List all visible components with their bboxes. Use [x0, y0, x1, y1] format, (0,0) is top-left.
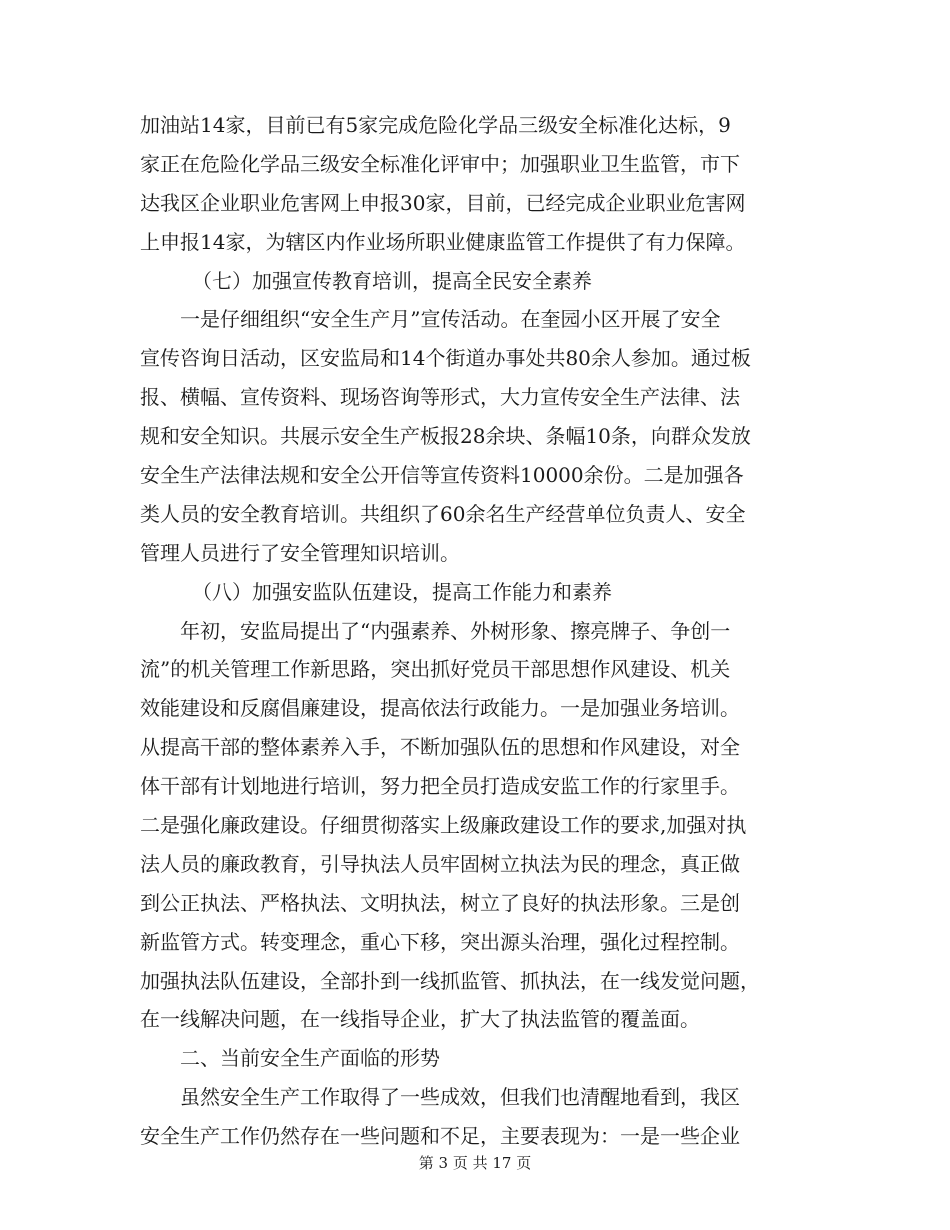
section-heading: 二、当前安全生产面临的形势 [180, 1046, 440, 1071]
section-heading: （八）加强安监队伍建设，提高工作能力和素养 [192, 579, 612, 604]
paragraph-line: 达我区企业职业危害网上申报30家，目前，已经完成企业职业危害网 [140, 190, 746, 215]
paragraph-line: 加强执法队伍建设，全部扑到一线抓监管、抓执法，在一线发觉问题， [140, 968, 760, 993]
paragraph-line: 安全生产法律法规和安全公开信等宣传资料10000余份。二是加强各 [140, 463, 744, 488]
paragraph-line: 虽然安全生产工作取得了一些成效，但我们也清醒地看到，我区 [180, 1085, 740, 1110]
paragraph-line: 在一线解决问题，在一线指导企业，扩大了执法监管的覆盖面。 [140, 1007, 700, 1032]
paragraph-line: 流”的机关管理工作新思路，突出抓好党员干部思想作风建设、机关 [140, 657, 731, 682]
section-heading: （七）加强宣传教育培训，提高全民安全素养 [192, 268, 592, 293]
page-footer: 第 3 页 共 17 页 [418, 1154, 532, 1172]
paragraph-line: 规和安全知识。共展示安全生产板报28余块、条幅10条，向群众发放 [140, 424, 751, 449]
paragraph-line: 从提高干部的整体素养入手，不断加强队伍的思想和作风建设，对全 [140, 735, 740, 760]
paragraph-line: 上申报14家，为辖区内作业场所职业健康监管工作提供了有力保障。 [140, 229, 746, 254]
paragraph-line: 宣传咨询日活动，区安监局和14个街道办事处共80余人参加。通过板 [140, 346, 751, 371]
paragraph-line: 家正在危险化学品三级安全标准化评审中；加强职业卫生监管，市下 [140, 151, 740, 176]
paragraph-line: 加油站14家，目前已有5家完成危险化学品三级安全标准化达标，9 [140, 113, 731, 137]
paragraph-line: 新监管方式。转变理念，重心下移，突出源头治理，强化过程控制。 [140, 929, 740, 954]
paragraph-line: 体干部有计划地进行培训，努力把全员打造成安监工作的行家里手。 [140, 774, 740, 799]
paragraph-line: 一是仔细组织“安全生产月”宣传活动。在奎园小区开展了安全 [180, 307, 721, 332]
paragraph-line: 到公正执法、严格执法、文明执法，树立了良好的执法形象。三是创 [140, 890, 740, 915]
paragraph-line: 年初，安监局提出了“内强素养、外树形象、擦亮牌子、争创一 [180, 618, 731, 643]
paragraph-line: 安全生产工作仍然存在一些问题和不足，主要表现为：一是一些企业 [140, 1124, 740, 1149]
paragraph-line: 法人员的廉政教育，引导执法人员牢固树立执法为民的理念，真正做 [140, 851, 740, 876]
paragraph-line: 管理人员进行了安全管理知识培训。 [140, 540, 460, 565]
paragraph-line: 类人员的安全教育培训。共组织了60余名生产经营单位负责人、安全 [140, 501, 746, 526]
paragraph-line: 效能建设和反腐倡廉建设，提高依法行政能力。一是加强业务培训。 [140, 696, 740, 721]
paragraph-line: 二是强化廉政建设。仔细贯彻落实上级廉政建设工作的要求,加强对执 [140, 813, 747, 838]
document-body [140, 106, 816, 1156]
paragraph-line: 报、横幅、宣传资料、现场咨询等形式，大力宣传安全生产法律、法 [140, 385, 740, 410]
